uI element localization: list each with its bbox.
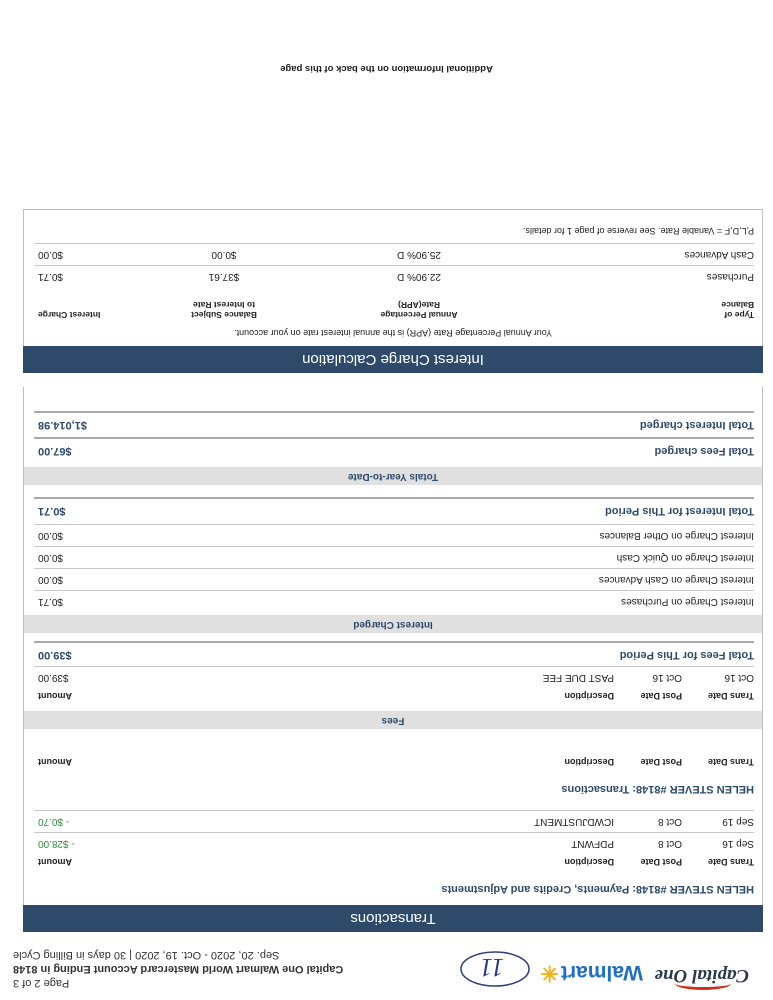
fees-total-label: Total Fees for This Period	[619, 649, 754, 661]
table-row	[34, 666, 754, 687]
interest-charge-value: $0.71	[38, 271, 64, 282]
post-date: Oct 8	[658, 816, 682, 827]
interest-charged-band: Interest Charged	[24, 615, 762, 633]
table-row	[34, 810, 754, 831]
interest-label: Interest Charge on Cash Advances	[598, 574, 754, 585]
interest-value: $0.71	[38, 596, 64, 607]
ytd-fees-label: Total Fees charged	[654, 445, 754, 457]
col-balance-subject	[174, 300, 274, 320]
fees-column-headers	[34, 689, 754, 705]
interest-row	[34, 524, 754, 545]
apr-value: 25.90% D	[397, 249, 441, 260]
col-amount: Amount	[38, 757, 72, 767]
table-row	[34, 832, 754, 853]
col-description: Description	[564, 691, 614, 701]
capital-one-logo	[655, 964, 749, 986]
transactions-section-header: Transactions	[23, 905, 763, 932]
amount: $39.00	[38, 672, 69, 683]
col-post-date: Post Date	[640, 691, 682, 701]
handwritten-circle-icon	[455, 948, 535, 990]
col-post-date: Post Date	[640, 757, 682, 767]
payments-subtitle: HELEN STEVER #8148: Payments, Credits and Adjustments	[441, 883, 754, 895]
transactions-column-headers	[34, 755, 754, 771]
post-date: Oct 8	[658, 838, 682, 849]
col-type-line2: Balance	[721, 300, 754, 310]
col-trans-date: Trans Date	[707, 857, 754, 867]
col-type-line1: Type of	[724, 310, 754, 320]
walmart-spark-icon: ✳	[540, 961, 559, 986]
apr-note: Your Annual Percentage Rate (APR) is the annual interest rate on your account.	[234, 328, 552, 338]
apr-row	[34, 265, 754, 286]
balance-subject-value: $37.61	[208, 271, 240, 282]
capital-one-logo-text: Capital One	[654, 965, 749, 986]
interest-total-label: Total Interest for This Period	[605, 505, 754, 517]
amount: - $28.00	[38, 838, 75, 849]
apr-column-headers	[34, 290, 754, 320]
interest-total-row	[34, 497, 754, 521]
col-bal-line1: Balance Subject	[191, 310, 257, 320]
col-apr	[374, 300, 464, 320]
balance-type: Purchases	[706, 271, 754, 282]
interest-calculation-section-header: Interest Charge Calculation	[23, 346, 763, 373]
ytd-interest-row	[34, 411, 754, 435]
ytd-interest-value: $1,014.98	[38, 419, 87, 431]
transactions-subtitle: HELEN STEVER #8148: Transactions	[561, 783, 754, 795]
balance-subject-value: $0.00	[211, 249, 237, 260]
amount: - $0.70	[38, 816, 70, 827]
interest-label: Interest Charge on Purchases	[621, 596, 754, 607]
transactions-panel	[23, 387, 763, 905]
col-post-date: Post Date	[640, 857, 682, 867]
fees-band: Fees	[24, 711, 762, 729]
col-amount: Amount	[38, 691, 72, 701]
account-title: Capital One Walmart World Mastercard Account Ending in 8148	[13, 963, 344, 975]
description: PAST DUE FEE	[542, 672, 614, 683]
walmart-logo	[540, 960, 643, 986]
post-date: Oct 16	[652, 672, 682, 683]
trans-date: Oct 16	[724, 672, 754, 683]
capital-one-swoosh-icon	[675, 977, 731, 990]
interest-calculation-panel	[23, 209, 763, 346]
page-number: Page 2 of 3	[13, 977, 70, 989]
interest-total-value: $0.71	[38, 505, 66, 517]
interest-value: $0.00	[38, 574, 64, 585]
balance-type: Cash Advances	[684, 249, 754, 260]
col-interest-charge: Interest Charge	[38, 310, 101, 320]
statement-header	[13, 944, 763, 994]
col-amount: Amount	[38, 857, 72, 867]
col-description: Description	[564, 857, 614, 867]
col-trans-date: Trans Date	[707, 757, 754, 767]
variable-rate-footnote: P,L,D,F = Variable Rate. See reverse of page 1 for details.	[522, 226, 754, 236]
col-bal-line2: to Interest Rate	[193, 300, 255, 310]
trans-date: Sep 16	[722, 838, 754, 849]
interest-value: $0.00	[38, 552, 64, 563]
walmart-logo-text: Walmart	[560, 961, 643, 984]
col-description: Description	[564, 757, 614, 767]
header-account-info	[13, 948, 343, 990]
col-trans-date: Trans Date	[707, 691, 754, 701]
col-type-of-balance	[664, 300, 754, 320]
interest-label: Interest Charge on Other Balances	[599, 530, 754, 541]
fees-total-value: $39.00	[38, 649, 72, 661]
description: ICWDJUSTMENT	[534, 816, 614, 827]
interest-label: Interest Charge on Quick Cash	[616, 552, 754, 563]
description: PDFWNT	[571, 838, 614, 849]
handwritten-annotation	[455, 943, 535, 990]
additional-info-note: Additional Information on the back of this page	[280, 63, 493, 74]
apr-row	[34, 243, 754, 264]
ytd-interest-label: Total Interest charged	[639, 419, 754, 431]
interest-row	[34, 546, 754, 567]
interest-charge-value: $0.00	[38, 249, 64, 260]
interest-row	[34, 590, 754, 611]
col-apr-line2: Rate(APR)	[397, 300, 441, 310]
interest-row	[34, 568, 754, 589]
trans-date: Sep 19	[722, 816, 754, 827]
fees-total-row	[34, 641, 754, 665]
billing-period: Sep. 20, 2020 - Oct. 19, 2020 | 30 days in Billing Cycle	[13, 949, 280, 961]
handwritten-number: 11	[479, 953, 504, 982]
ytd-band: Totals Year-to-Date	[24, 467, 762, 485]
interest-value: $0.00	[38, 530, 64, 541]
apr-value: 22.90% D	[397, 271, 441, 282]
ytd-fees-value: $67.00	[38, 445, 72, 457]
payments-column-headers	[34, 855, 754, 871]
col-apr-line1: Annual Percentage	[380, 310, 458, 320]
ytd-fees-row	[34, 437, 754, 461]
